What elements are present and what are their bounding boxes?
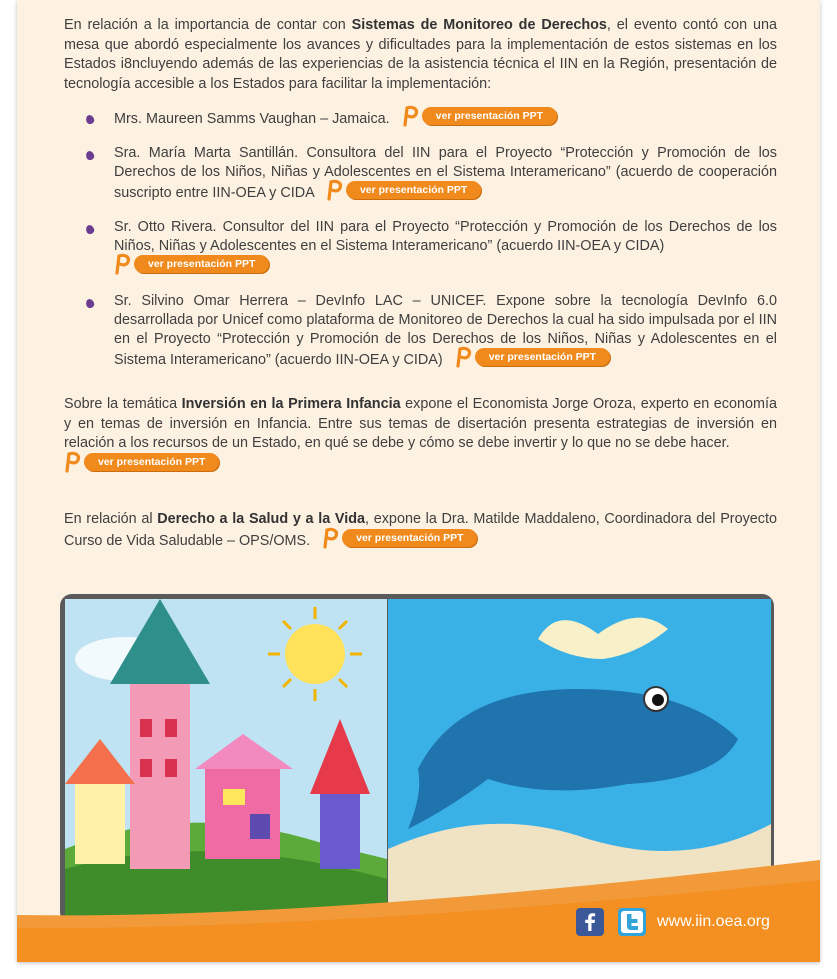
list-item-text: Sr. Silvino Omar Herrera – DevInfo LAC – UNICEF. Expone sobre la tecnología DevInfo 6.0 desarrollada por Unicef como plataforma de Monitoreo de Derechos la cual ha sido impulsada por el IIN en el Proyecto “Protección y Promoción de los Derechos de los Niños, Niñas y Adolescentes en el Sistema Interamericano” (acuerdo IIN-OEA y CIDA) (114, 293, 777, 368)
bullet-icon (85, 150, 96, 161)
bullet-icon (85, 224, 96, 235)
list-item (64, 144, 777, 204)
facebook-link[interactable] (576, 908, 604, 936)
ppt-icon (64, 451, 82, 473)
intro-text: En relación a la importancia de contar con (64, 17, 352, 33)
list-item-text: Sr. Otto Rivera. Consultor del IIN para el Proyecto “Protección y Promoción de los Derechos de los Niños, Niñas y Adolescentes en el Sistema Interamericano” (acuerdo IIN-OEA y CIDA) (114, 219, 777, 254)
ppt-link[interactable] (322, 527, 477, 549)
ppt-icon (114, 253, 132, 275)
ppt-button[interactable]: ver presentación PPT (346, 181, 481, 199)
list-item (64, 218, 777, 278)
ppt-icon (455, 346, 473, 368)
footer-band (17, 860, 820, 962)
intro-paragraph (64, 16, 777, 94)
ppt-link[interactable] (64, 451, 219, 473)
ppt-link[interactable] (114, 253, 269, 275)
list-item-text: Mrs. Maureen Samms Vaughan – Jamaica. (114, 110, 390, 127)
ppt-icon (402, 105, 420, 127)
intro-text-rest: , el evento contó con una mesa que abordó especialmente los avances y dificultades para la implementación de estos sistemas en los Estados i8ncluyendo además de las experiencias de la asistencia técnica el IIN en la Región, presentación de tecnología accesible a los Estados para facilitar la implementación: (64, 17, 777, 92)
document-page (17, 0, 820, 962)
inversion-text-rest: expone el Economista Jorge Oroza, experto en economía y en temas de inversión en Infancia. Entre sus temas de disertación presenta estrategias de inversión en relación a los recursos de un Estado, en qué se debe y cómo se debe invertir y lo que no se debe hacer. (64, 396, 777, 451)
ppt-icon (326, 179, 344, 201)
list-item (64, 292, 777, 371)
website-url[interactable]: www.iin.oea.org (657, 913, 770, 930)
list-item (64, 108, 777, 130)
bullet-icon (85, 298, 96, 309)
ppt-button[interactable]: ver presentación PPT (134, 255, 269, 273)
ppt-link[interactable] (326, 179, 481, 201)
ppt-button[interactable]: ver presentación PPT (342, 529, 477, 547)
ppt-link[interactable] (455, 346, 610, 368)
ppt-link[interactable] (402, 105, 557, 127)
salud-text-rest: , expone la Dra. Matilde Maddaleno, Coordinadora del Proyecto Curso de Vida Saludable – OPS/OMS. (64, 511, 777, 549)
ppt-button[interactable]: ver presentación PPT (84, 453, 219, 471)
speaker-list (64, 108, 777, 385)
inversion-text: Sobre la temática (64, 396, 182, 412)
list-item-text: Sra. María Marta Santillán. Consultora del IIN para el Proyecto “Protección y Promoción de los Derechos de los Niños, Niñas y Adolescentes en el Sistema Interamericano” (acuerdo de cooperación suscripto entre IIN-OEA y CIDA (114, 145, 777, 201)
ppt-icon (322, 527, 340, 549)
ppt-button[interactable]: ver presentación PPT (422, 107, 557, 125)
inversion-highlight: Inversión en la Primera Infancia (181, 396, 401, 412)
salud-paragraph (64, 510, 777, 552)
twitter-icon (618, 908, 646, 936)
salud-text: En relación al (64, 511, 158, 527)
salud-highlight: Derecho a la Salud y a la Vida (157, 511, 366, 527)
twitter-link[interactable] (618, 908, 646, 936)
inversion-paragraph (64, 395, 777, 476)
ppt-button[interactable]: ver presentación PPT (475, 348, 610, 366)
bullet-icon (85, 114, 96, 125)
facebook-icon (576, 908, 604, 936)
intro-highlight: Sistemas de Monitoreo de Derechos (351, 17, 607, 33)
